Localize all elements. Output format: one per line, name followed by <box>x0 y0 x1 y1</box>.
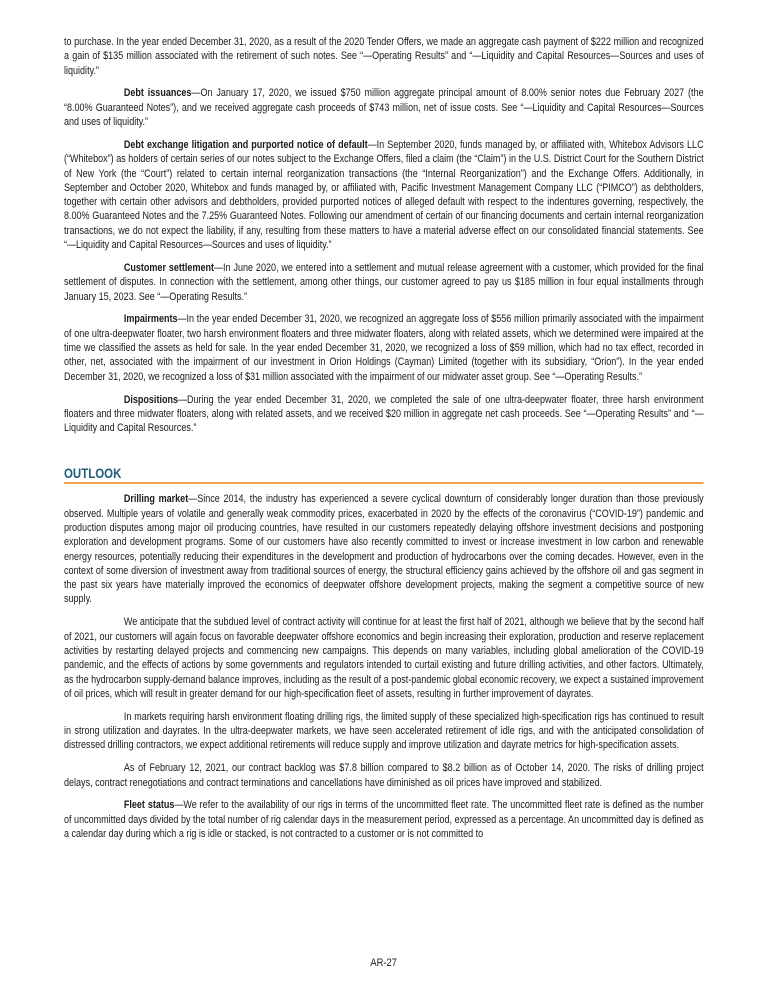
paragraph-body: We anticipate that the subdued level of contract activity will continue for at least the first half of 2021, although we believe that by the second half of 2021, our customers will again focus on favorable deepwater offshore economics and begin increasing their exploration, production and reserve replacement activities by restarting delayed projects and commencing new campaigns. This depends on many variables, including global amelioration of the COVID-19 pandemic, and the effects of actions by some governments and regulators intended to curtail existing and future drilling activities, and other factors. Ultimately, as the hydrocarbon supply-demand balance improves, including as the result of a post-pandemic global economic recovery, we expect a sustained improvement of oil prices, which will result in greater demand for our high-specification fleet of assets, resulting in further improvement of dayrates. <box>64 616 704 700</box>
paragraph-lead: Drilling market <box>123 493 189 506</box>
paragraph-body: —We refer to the availability of our rigs in terms of the uncommitted fleet rate. The uncommitted fleet rate is defined as the number of uncommitted days divided by the total number of rig calendar days in the measurement period, expressed as a percentage. An uncommitted day is defined as a calendar day during which a rig is idle or stacked, is not contracted to a customer or is not committed to <box>64 799 704 840</box>
paragraph-lead: Fleet status <box>123 799 175 812</box>
paragraph-debt-exchange-litigation <box>64 138 704 252</box>
paragraph-body: to purchase. In the year ended December 31, 2020, as a result of the 2020 Tender Offers, we made an aggregate cash payment of $222 million and recognized a gain of $135 million associated with the retirement of such notes. See “—Operating Results” and “—Liquidity and Capital Resources—Sources and uses of liquidity.” <box>64 36 704 77</box>
paragraph-tender-offers-continued <box>64 35 704 78</box>
paragraph-lead: Debt issuances <box>123 87 192 100</box>
paragraph-impairments <box>64 312 704 383</box>
paragraph-body: As of February 12, 2021, our contract backlog was $7.8 billion compared to $8.2 billion as of October 14, 2020. The risks of drilling project delays, contract renegotiations and contract terminations and cancellations have diminished as oil prices have improved and stabilized. <box>64 762 704 789</box>
paragraph-lead: Debt exchange litigation and purported notice of default <box>123 138 368 151</box>
paragraph-customer-settlement <box>64 261 704 304</box>
paragraph-dispositions <box>64 393 704 436</box>
document-body <box>64 35 704 850</box>
paragraph-contract-backlog <box>64 761 704 790</box>
paragraph-lead: Impairments <box>123 313 178 326</box>
paragraph-harsh-environment <box>64 710 704 753</box>
paragraph-drilling-market <box>64 492 704 606</box>
paragraph-body: —During the year ended December 31, 2020, we completed the sale of one ultra-deepwater floater, three harsh environment floaters and three midwater floaters, along with related assets, and we received $20 million in aggregate net cash proceeds. See “—Operating Results” and “—Liquidity and Capital Resources.” <box>64 393 704 435</box>
paragraph-debt-issuances <box>64 86 704 129</box>
paragraph-body: —Since 2014, the industry has experienced a severe cyclical downturn of considerably longer duration than those previously observed. Multiple years of volatile and generally weak commodity prices, exacerbated in 2020 by the effects of the coronavirus (“COVID-19”) pandemic and production disputes among major oil producing countries, have resulted in our customers repeatedly delaying offshore investment decisions and postponing exploration and development programs. Some of our customers have also recently committed to invest or increase investment in low carbon and renewable energy resources, potentially reducing their expenditures in the development and production of hydrocarbons over the coming decades. However, even in the context of some diversion of investment away from traditional sources of energy, the structural efficiency gains achieved by the offshore oil and gas segment in the past six years have materially improved the economics of deepwater offshore development projects, making the segment a competitive source of new supply. <box>64 493 704 606</box>
heading-spacer <box>64 484 704 492</box>
paragraph-lead: Dispositions <box>123 393 178 406</box>
paragraph-body: —In the year ended December 31, 2020, we recognized an aggregate loss of $556 million primarily associated with the impairment of one ultra-deepwater floater, two harsh environment floaters and three midwater floaters, along with related assets, which we determined were impaired at the time we classified the assets as held for sale. In the year ended December 31, 2020, we recognized a loss of $59 million, which had no tax effect, recorded in other, net, associated with the impairment of our investment in Orion Holdings (Cayman) Limited (together with its subsidiary, “Orion”). In the year ended December 31, 2020, we recognized a loss of $31 million associated with the impairment of our midwater asset group. See “—Operating Results.” <box>64 313 704 383</box>
paragraph-fleet-status <box>64 798 704 841</box>
paragraph-contract-activity <box>64 615 704 701</box>
page-number: AR-27 <box>370 957 398 969</box>
paragraph-body: —In September 2020, funds managed by, or affiliated with, Whitebox Advisors LLC (“Whitebox”) as holders of certain series of our notes subject to the Exchange Offers, filed a claim (the “Claim”) in the U.S. District Court for the Southern District of New York (the “Court”) related to certain internal reorganization transactions (the “Internal Reorganization”) and the Exchange Offers. Additionally, in September and October 2020, Whitebox and funds managed by, or affiliated with, Pacific Investment Management Company LLC (“PIMCO”) as debtholders, together with certain other advisors and debtholders, provided purported notices of alleged default with respect to the indentures governing, respectively, the 8.00% Guaranteed Notes and the 7.25% Guaranteed Notes. Following our amendment of certain of our financing documents and certain internal reorganization transactions, we do not expect the liability, if any, resulting from these matters to have a material adverse effect on our consolidated financial statements. See “—Liquidity and Capital Resources—Sources and uses of liquidity.” <box>64 138 704 252</box>
section-heading-outlook: OUTLOOK <box>64 465 704 484</box>
paragraph-body: —In June 2020, we entered into a settlement and mutual release agreement with a customer, which provided for the final settlement of disputes. In connection with the settlement, among other things, our customer agreed to pay us $185 million in four equal installments through January 15, 2023. See “—Operating Results.” <box>64 261 704 303</box>
page-footer <box>0 957 768 969</box>
paragraph-body: In markets requiring harsh environment floating drilling rigs, the limited supply of these specialized high-specification rigs has continued to result in strong utilization and dayrates. In the ultra-deepwater markets, we have seen accelerated retirement of idle rigs, and with the anticipated consolidation of distressed drilling contractors, we expect additional retirements will reduce supply and improve utilization and dayrate metrics for high-specification assets. <box>64 710 704 752</box>
paragraph-body: —On January 17, 2020, we issued $750 million aggregate principal amount of 8.00% senior notes due February 2027 (the “8.00% Guaranteed Notes”), and we received aggregate cash proceeds of $743 million, net of issue costs. See “—Liquidity and Capital Resources—Sources and uses of liquidity.” <box>64 87 704 129</box>
paragraph-lead: Customer settlement <box>123 261 214 274</box>
